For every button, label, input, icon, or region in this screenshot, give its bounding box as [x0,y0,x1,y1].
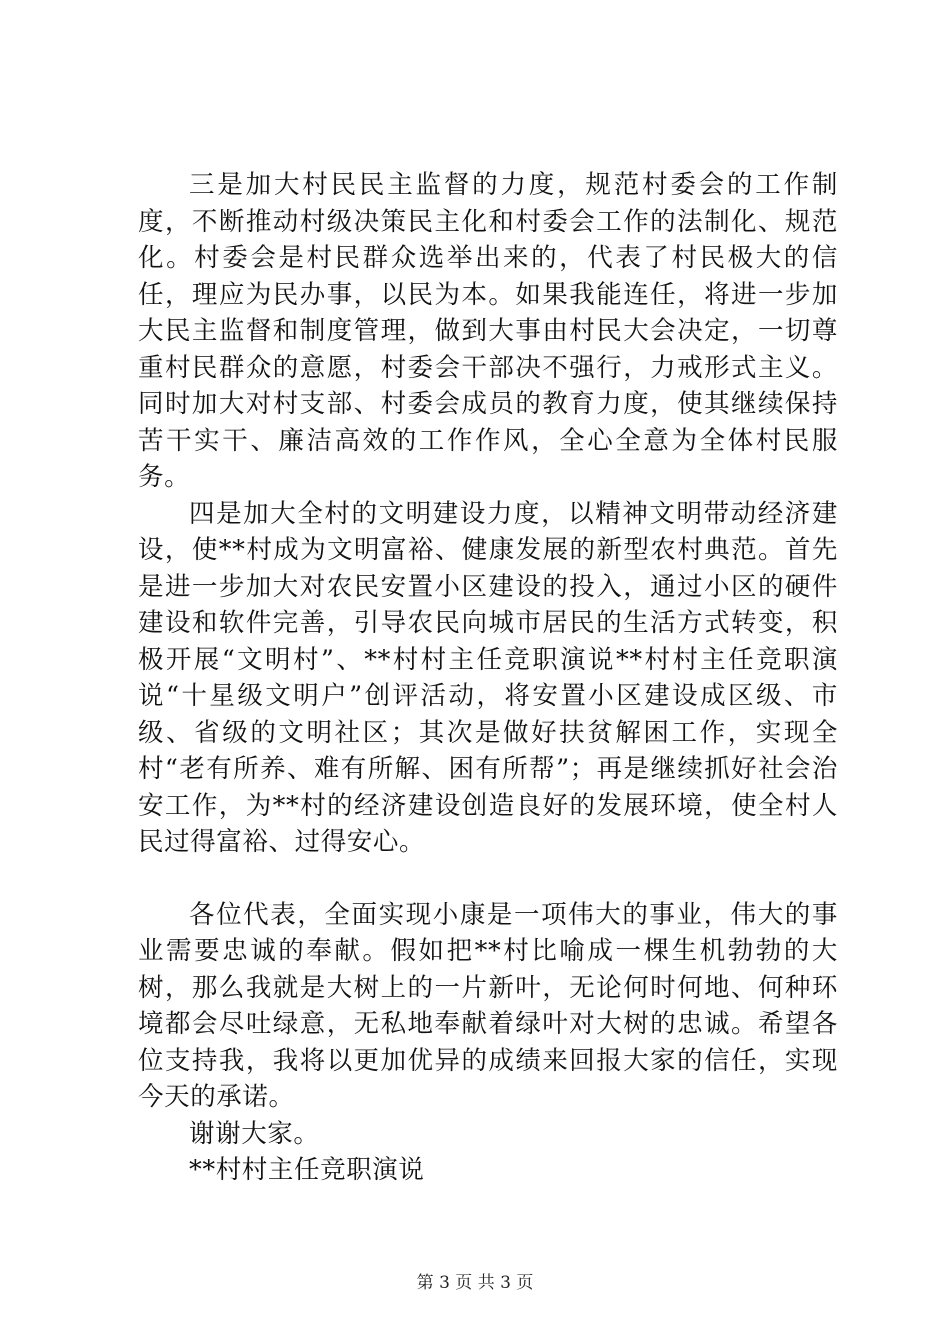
paragraph-supervision: 三是加大村民民主监督的力度，规范村委会的工作制度，不断推动村级决策民主化和村委会工作的法制化、规范化。村委会是村民群众选举出来的，代表了村民极大的信任，理应为民办事，以民为本。如果我能连任，将进一步加大民主监督和制度管理，做到大事由村民大会决定，一切尊重村民群众的意愿，村委会干部决不强行，力戒形式主义。同时加大对村支部、村委会成员的教育力度，使其继续保持苦干实干、廉洁高效的工作作风，全心全意为全体村民服务。 [138,170,838,492]
paragraph-title-note: **村村主任竞职演说 [189,1155,425,1185]
paragraph-civilization: 四是加大全村的文明建设力度，以精神文明带动经济建设，使**村成为文明富裕、健康发展的新型农村典范。首先是进一步加大对农民安置小区建设的投入，通过小区的硬件建设和软件完善，引导农民向城市居民的生活方式转变，积极开展“文明村”、**村村主任竞职演说**村村主任竞职演说“十星级文明户”创评活动，将安置小区建设成区级、市级、省级的文明社区；其次是做好扶贫解困工作，实现全村“老有所养、难有所解、困有所帮”；再是继续抓好社会治安工作，为**村的经济建设创造良好的发展环境，使全村人民过得富裕、过得安心。 [138,498,838,857]
page-number-footer: 第 3 页 共 3 页 [416,1273,534,1293]
paragraph-closing: 各位代表，全面实现小康是一项伟大的事业，伟大的事业需要忠诚的奉献。假如把**村比喻成一棵生机勃勃的大树，那么我就是大树上的一片新叶，无论何时何地、何种环境都会尽吐绿意，无私地奉献着绿叶对大树的忠诚。希望各位支持我，我将以更加优异的成绩来回报大家的信任，实现今天的承诺。 [138,899,838,1112]
paragraph-spacer [138,861,838,897]
paragraph-thanks: 谢谢大家。 [189,1118,320,1149]
document-body [138,167,838,1189]
